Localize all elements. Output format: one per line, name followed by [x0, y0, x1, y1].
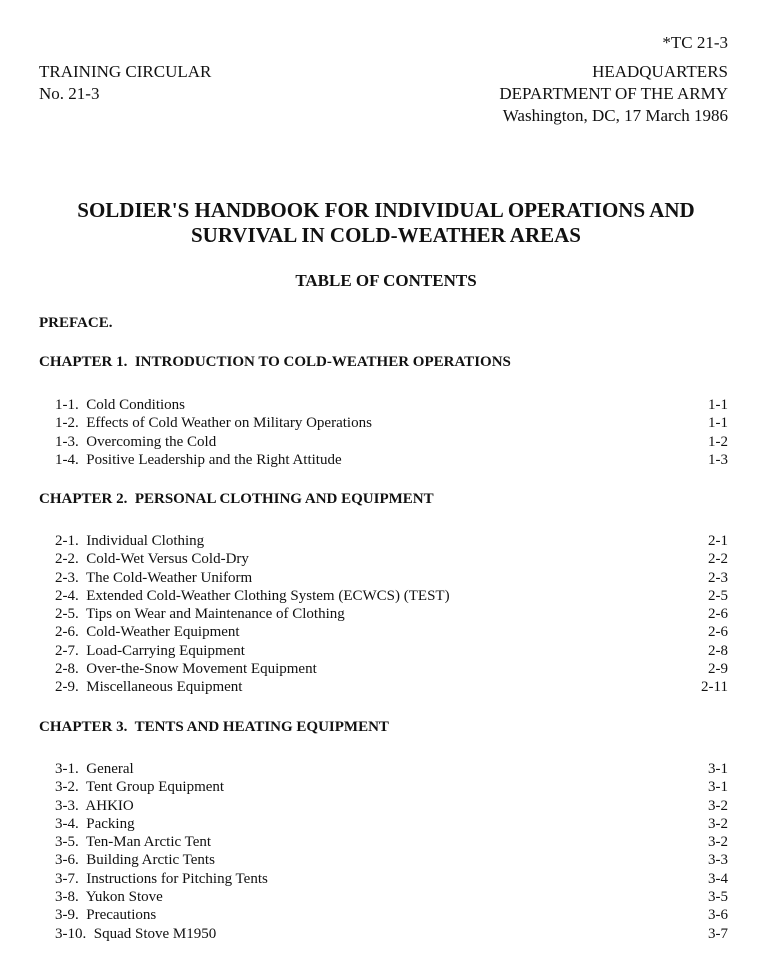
toc-entry-label: 2-4. Extended Cold-Weather Clothing System (ECWCS) (TEST): [55, 587, 450, 604]
toc-entry-page: 3-2: [708, 834, 728, 851]
toc-entry-label: 1-2. Effects of Cold Weather on Military Operations: [55, 415, 372, 432]
chapter-3-heading: CHAPTER 3. TENTS AND HEATING EQUIPMENT: [39, 719, 389, 735]
toc-entry: [39, 678, 772, 696]
toc-entry-page: 2-6: [708, 606, 728, 623]
toc-entry: [39, 433, 772, 451]
toc-heading: TABLE OF CONTENTS: [295, 271, 477, 290]
toc-entry-page: 3-4: [708, 870, 728, 887]
toc-entry: [39, 532, 772, 550]
toc-entry: [39, 851, 772, 869]
toc-entry: [39, 888, 772, 906]
toc-entry-page: 1-2: [708, 433, 728, 450]
header-right-line2: DEPARTMENT OF THE ARMY: [499, 84, 728, 103]
toc-entry-label: 3-8. Yukon Stove: [55, 889, 163, 906]
toc-entry-page: 2-3: [708, 569, 728, 586]
document-title-line1: SOLDIER'S HANDBOOK FOR INDIVIDUAL OPERATIONS AND: [77, 198, 695, 222]
toc-entry-page: 3-3: [708, 852, 728, 869]
toc-entry: [39, 623, 772, 641]
toc-entry-page: 2-5: [708, 587, 728, 604]
toc-entry-label: 3-7. Instructions for Pitching Tents: [55, 870, 268, 887]
toc-entry-page: 1-3: [708, 451, 728, 468]
toc-entry-page: 1-1: [708, 415, 728, 432]
toc-entry-page: 3-7: [708, 925, 728, 942]
toc-entry: [39, 550, 772, 568]
toc-entry: [39, 569, 772, 587]
toc-entry-label: 2-5. Tips on Wear and Maintenance of Clothing: [55, 606, 345, 623]
toc-entry-label: 1-4. Positive Leadership and the Right Attitude: [55, 451, 342, 468]
toc-entry-label: 2-9. Miscellaneous Equipment: [55, 679, 243, 696]
document-title-line2: SURVIVAL IN COLD-WEATHER AREAS: [191, 223, 581, 247]
toc-entry: [39, 778, 772, 796]
doc-code: *TC 21-3: [662, 33, 728, 52]
toc-entry: [39, 815, 772, 833]
toc-entry-page: 3-2: [708, 815, 728, 832]
toc-entry-label: 3-6. Building Arctic Tents: [55, 852, 215, 869]
toc-entry-page: 2-11: [701, 679, 728, 696]
toc-entry-label: 3-2. Tent Group Equipment: [55, 779, 225, 796]
toc-entry-page: 2-1: [708, 533, 728, 549]
toc-entry: [39, 870, 772, 888]
header-left-line1: TRAINING CIRCULAR: [39, 62, 212, 81]
toc-entry: [39, 833, 772, 851]
toc-entry-page: 3-6: [708, 907, 728, 924]
toc-entry-label: 2-6. Cold-Weather Equipment: [55, 624, 240, 641]
toc-entry-label: 2-3. The Cold-Weather Uniform: [55, 569, 253, 586]
toc-entry-label: 3-9. Precautions: [55, 907, 157, 924]
toc-entry: [39, 925, 772, 943]
toc-entry: [39, 451, 772, 469]
toc-entry: [39, 642, 772, 660]
toc-entry-page: 3-5: [708, 889, 728, 906]
toc-entry-page: 3-2: [708, 797, 728, 814]
toc-entry-page: 3-1: [708, 761, 728, 777]
toc-entry-page: 1-1: [708, 397, 728, 413]
toc-entry-label: 2-2. Cold-Wet Versus Cold-Dry: [55, 551, 249, 568]
toc-entry-label: 2-7. Load-Carrying Equipment: [55, 642, 245, 659]
toc-entry-label: 3-1. General: [55, 761, 134, 777]
toc-entry: [39, 906, 772, 924]
toc-entry-page: 2-6: [708, 624, 728, 641]
toc-entry-page: 2-8: [708, 642, 728, 659]
toc-entry: [39, 414, 772, 432]
chapter-1-heading: CHAPTER 1. INTRODUCTION TO COLD-WEATHER OPERATIONS: [39, 354, 511, 370]
toc-entry: [39, 797, 772, 815]
toc-entry-label: 3-3. AHKIO: [55, 797, 134, 814]
chapter-1-section-list: [39, 396, 772, 469]
toc-entry: [39, 760, 772, 778]
toc-entry-label: 2-8. Over-the-Snow Movement Equipment: [55, 661, 317, 678]
preface-heading: PREFACE.: [39, 315, 113, 331]
chapter-2-heading: CHAPTER 2. PERSONAL CLOTHING AND EQUIPMENT: [39, 491, 434, 507]
toc-entry-label: 3-4. Packing: [55, 815, 135, 832]
toc-entry-page: 2-2: [708, 551, 728, 568]
toc-entry-label: 1-1. Cold Conditions: [55, 397, 186, 413]
toc-entry-page: 3-1: [708, 779, 728, 796]
toc-entry-page: 2-9: [708, 661, 728, 678]
chapter-2-section-list: [39, 532, 772, 697]
toc-entry-label: 1-3. Overcoming the Cold: [55, 433, 217, 450]
toc-entry: [39, 660, 772, 678]
header-right-line1: HEADQUARTERS: [592, 62, 728, 81]
toc-entry: [39, 605, 772, 623]
toc-entry-label: 3-10. Squad Stove M1950: [55, 925, 217, 942]
chapter-3-section-list: [39, 760, 772, 943]
toc-entry: [39, 396, 772, 414]
toc-entry-label: 2-1. Individual Clothing: [55, 533, 205, 549]
toc-entry-label: 3-5. Ten-Man Arctic Tent: [55, 834, 212, 851]
toc-entry: [39, 587, 772, 605]
header-right-line3: Washington, DC, 17 March 1986: [502, 106, 728, 125]
header-left-line2: No. 21-3: [39, 84, 100, 103]
